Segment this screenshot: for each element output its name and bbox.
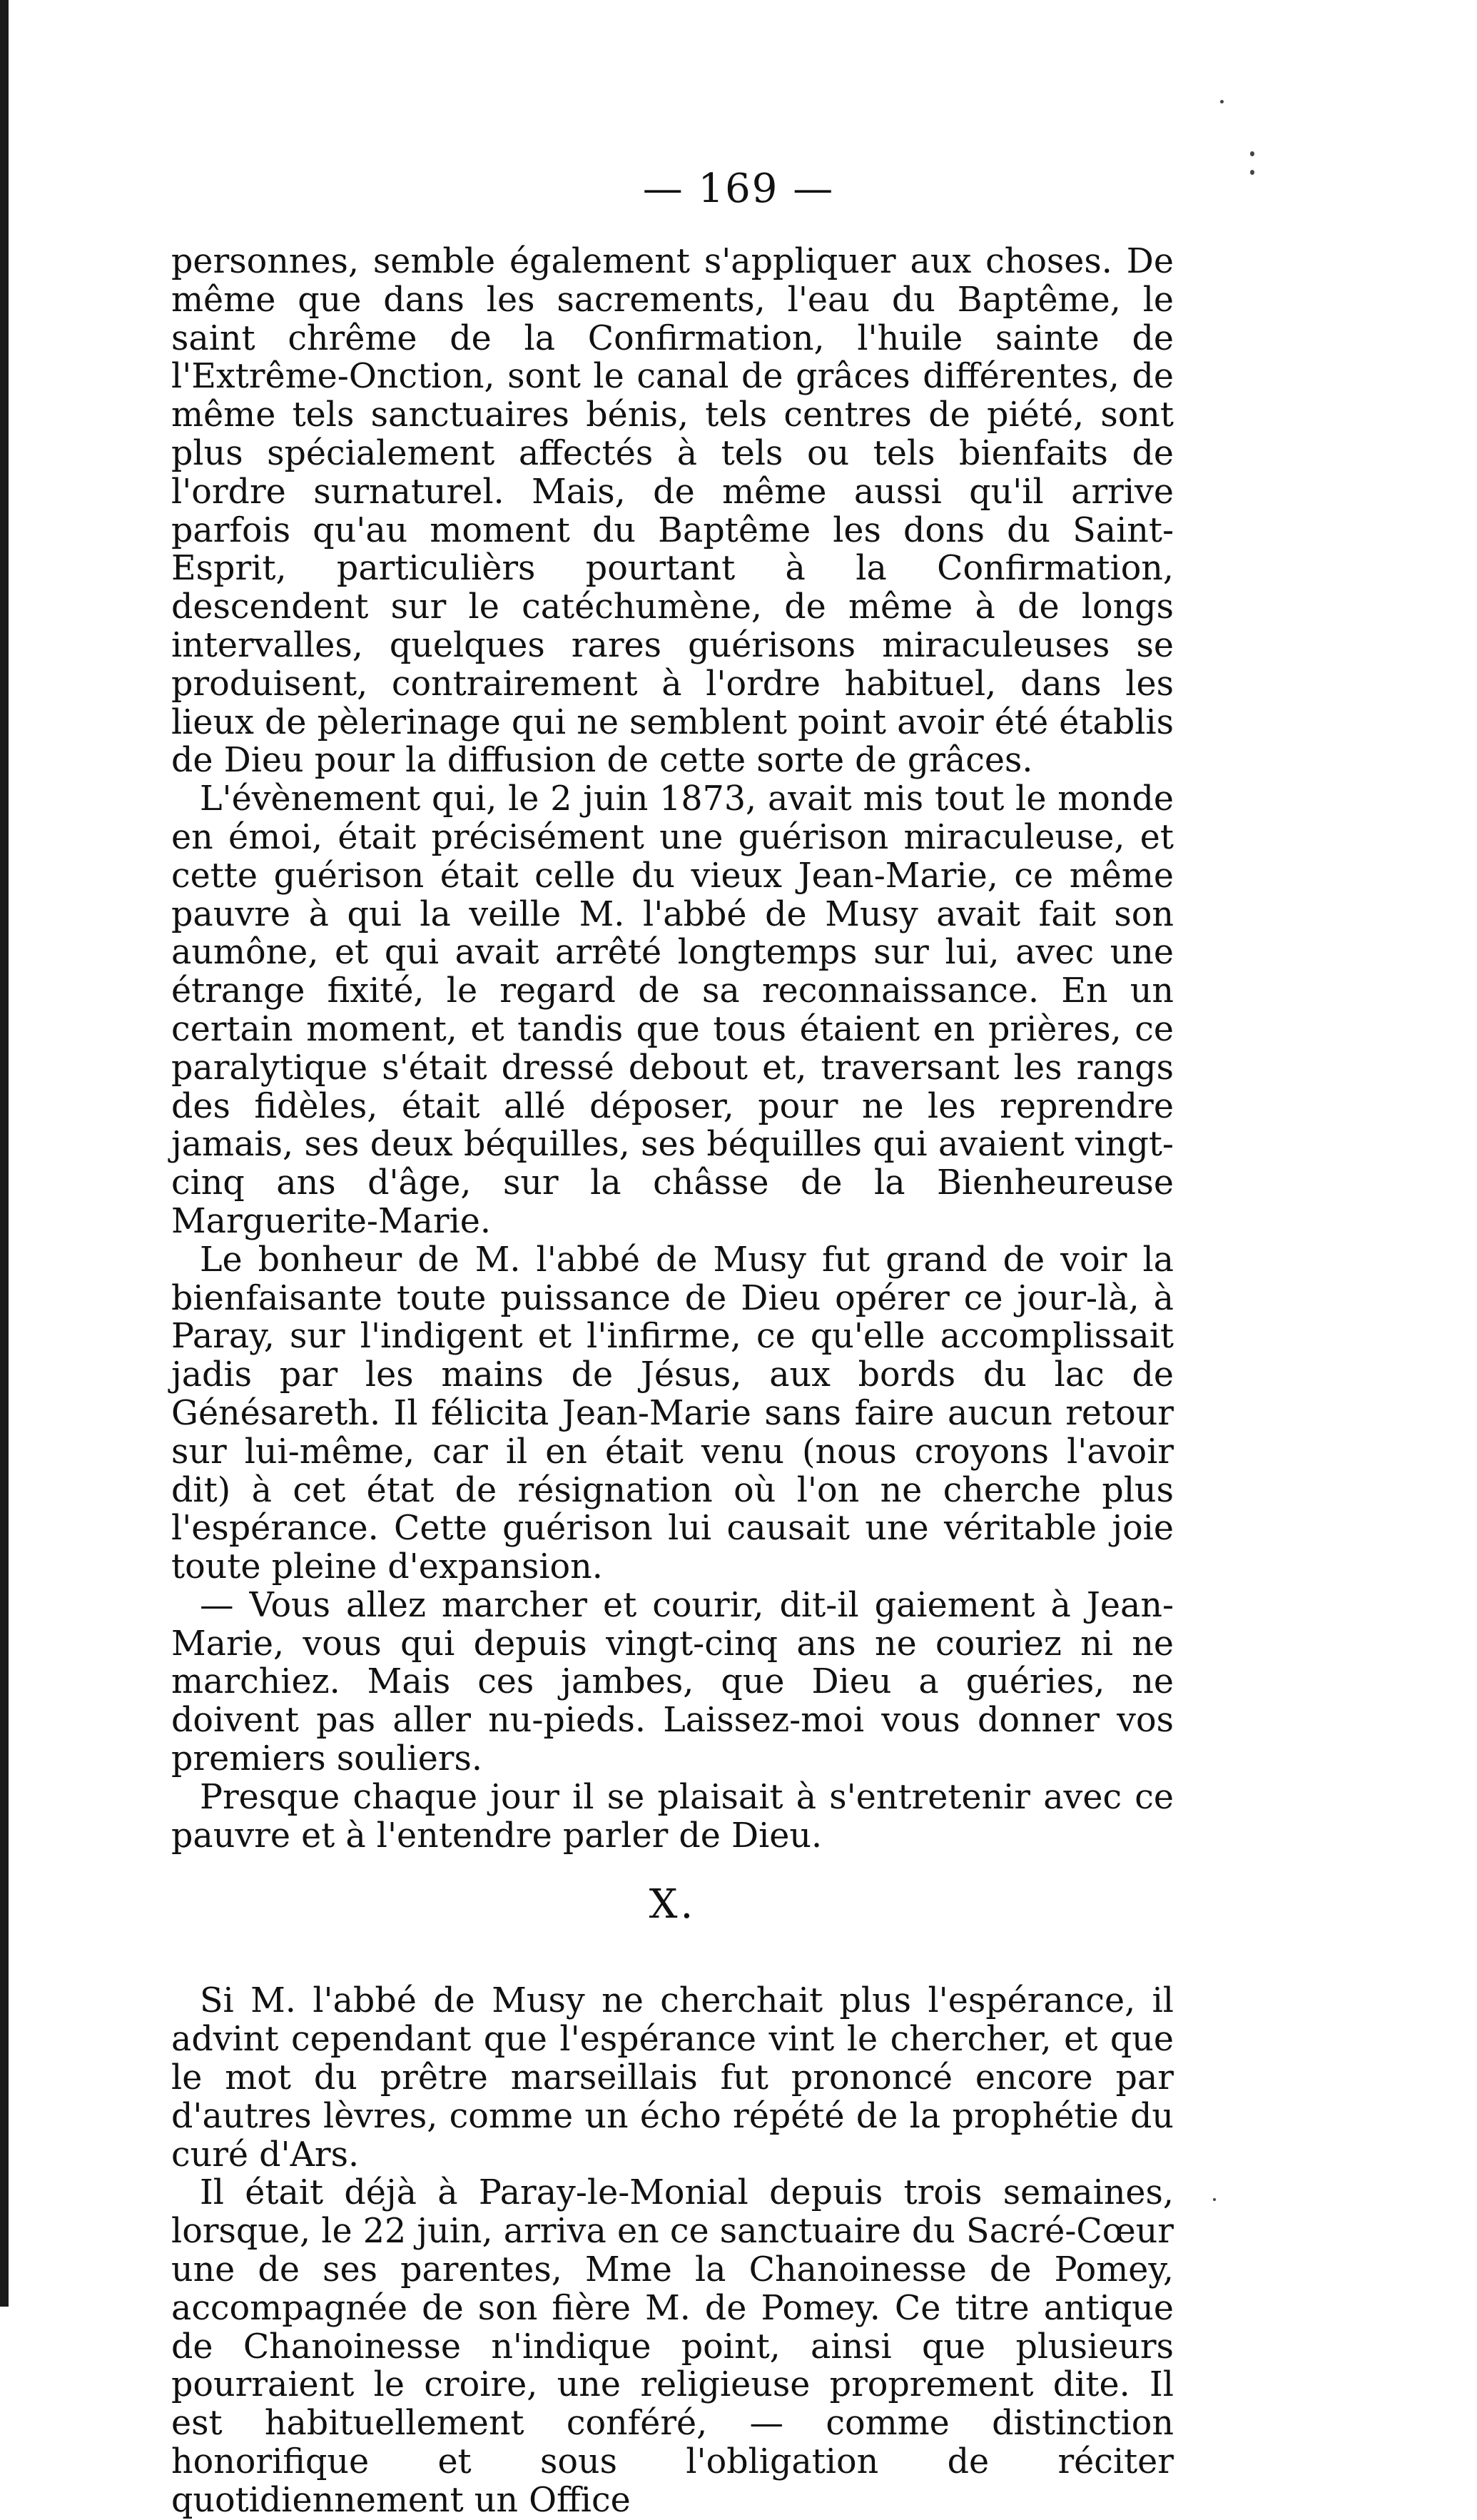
scan-speck (1213, 2198, 1216, 2201)
paragraph-5: Presque chaque jour il se plaisait à s'entretenir avec ce pauvre et à l'entendre parler de Dieu. (171, 1777, 1174, 1856)
paragraph-1: personnes, semble également s'appliquer aux choses. De même que dans les sacrements, l'eau du Baptême, le saint chrême de la Confirmation, l'huile sainte de l'Extrême-Onction, sont le canal de grâces différentes, de même tels sanctuaires bénis, tels centres de piété, sont plus spécialement affectés à tels ou tels bienfaits de l'ordre surnaturel. Mais, de même aussi qu'il arrive parfois qu'au moment du Baptême les dons du Saint-Esprit, particulièrs pourtant à la Confirmation, descendent sur le catéchumène, de même à de longs intervalles, quelques rares guérisons miraculeuses se produisent, contrairement à l'ordre habituel, dans les lieux de pèlerinage qui ne semblent point avoir été établis de Dieu pour la diffusion de cette sorte de grâces. (171, 242, 1174, 781)
scan-speck (1250, 151, 1254, 156)
section-heading: X. (649, 1881, 696, 1928)
page-number: — 169 — (642, 166, 835, 212)
paragraph-4-dialogue: — Vous allez marcher et courir, dit-il gaiement à Jean-Marie, vous qui depuis vingt-cinq ans ne couriez ni ne marchiez. Mais ces jambes, que Dieu a guéries, ne doivent pas aller nu-pieds. Laissez-moi vous donner vos premiers souliers. (171, 1585, 1174, 1779)
binding-edge (0, 0, 9, 2307)
paragraph-7: Il était déjà à Paray-le-Monial depuis trois semaines, lorsque, le 22 juin, arriva en ce sanctuaire du Sacré-Cœur une de ses parentes, Mme la Chanoinesse de Pomey, accompagnée de son fière M. de Pomey. Ce titre antique de Chanoinesse n'indique point, ainsi que plusieurs pourraient le croire, une religieuse proprement dite. Il est habituellement conféré, — comme distinction honorifique et sous l'obligation de réciter quotidiennement un Office (171, 2173, 1174, 2520)
paragraph-6: Si M. l'abbé de Musy ne cherchait plus l'espérance, il advint cependant que l'espérance vint le chercher, et que le mot du prêtre marseillais fut prononcé encore par d'autres lèvres, comme un écho répété de la prophétie du curé d'Ars. (171, 1981, 1174, 2175)
paragraph-3: Le bonheur de M. l'abbé de Musy fut grand de voir la bienfaisante toute puissance de Dieu opérer ce jour-là, à Paray, sur l'indigent et l'infirme, ce qu'elle accomplissait jadis par les mains de Jésus, aux bords du lac de Génésareth. Il félicita Jean-Marie sans faire aucun retour sur lui-même, car il en était venu (nous croyons l'avoir dit) à cet état de résignation où l'on ne cherche plus l'espérance. Cette guérison lui causait une véritable joie toute pleine d'expansion. (171, 1240, 1174, 1587)
scan-speck (1220, 100, 1224, 103)
text-column (171, 243, 1174, 2520)
paragraph-2: L'évènement qui, le 2 juin 1873, avait mis tout le monde en émoi, était précisément une guérison miraculeuse, et cette guérison était celle du vieux Jean-Marie, ce même pauvre à qui la veille M. l'abbé de Musy avait fait son aumône, et qui avait arrêté longtemps sur lui, avec une étrange fixité, le regard de sa reconnaissance. En un certain moment, et tandis que tous étaient en prières, ce paralytique s'était dressé debout et, traversant les rangs des fidèles, était allé déposer, pour ne les reprendre jamais, ses deux béquilles, ses béquilles qui avaient vingt-cinq ans d'âge, sur la châsse de la Bienheureuse Marguerite-Marie. (171, 779, 1174, 1241)
scan-speck (1250, 170, 1254, 175)
